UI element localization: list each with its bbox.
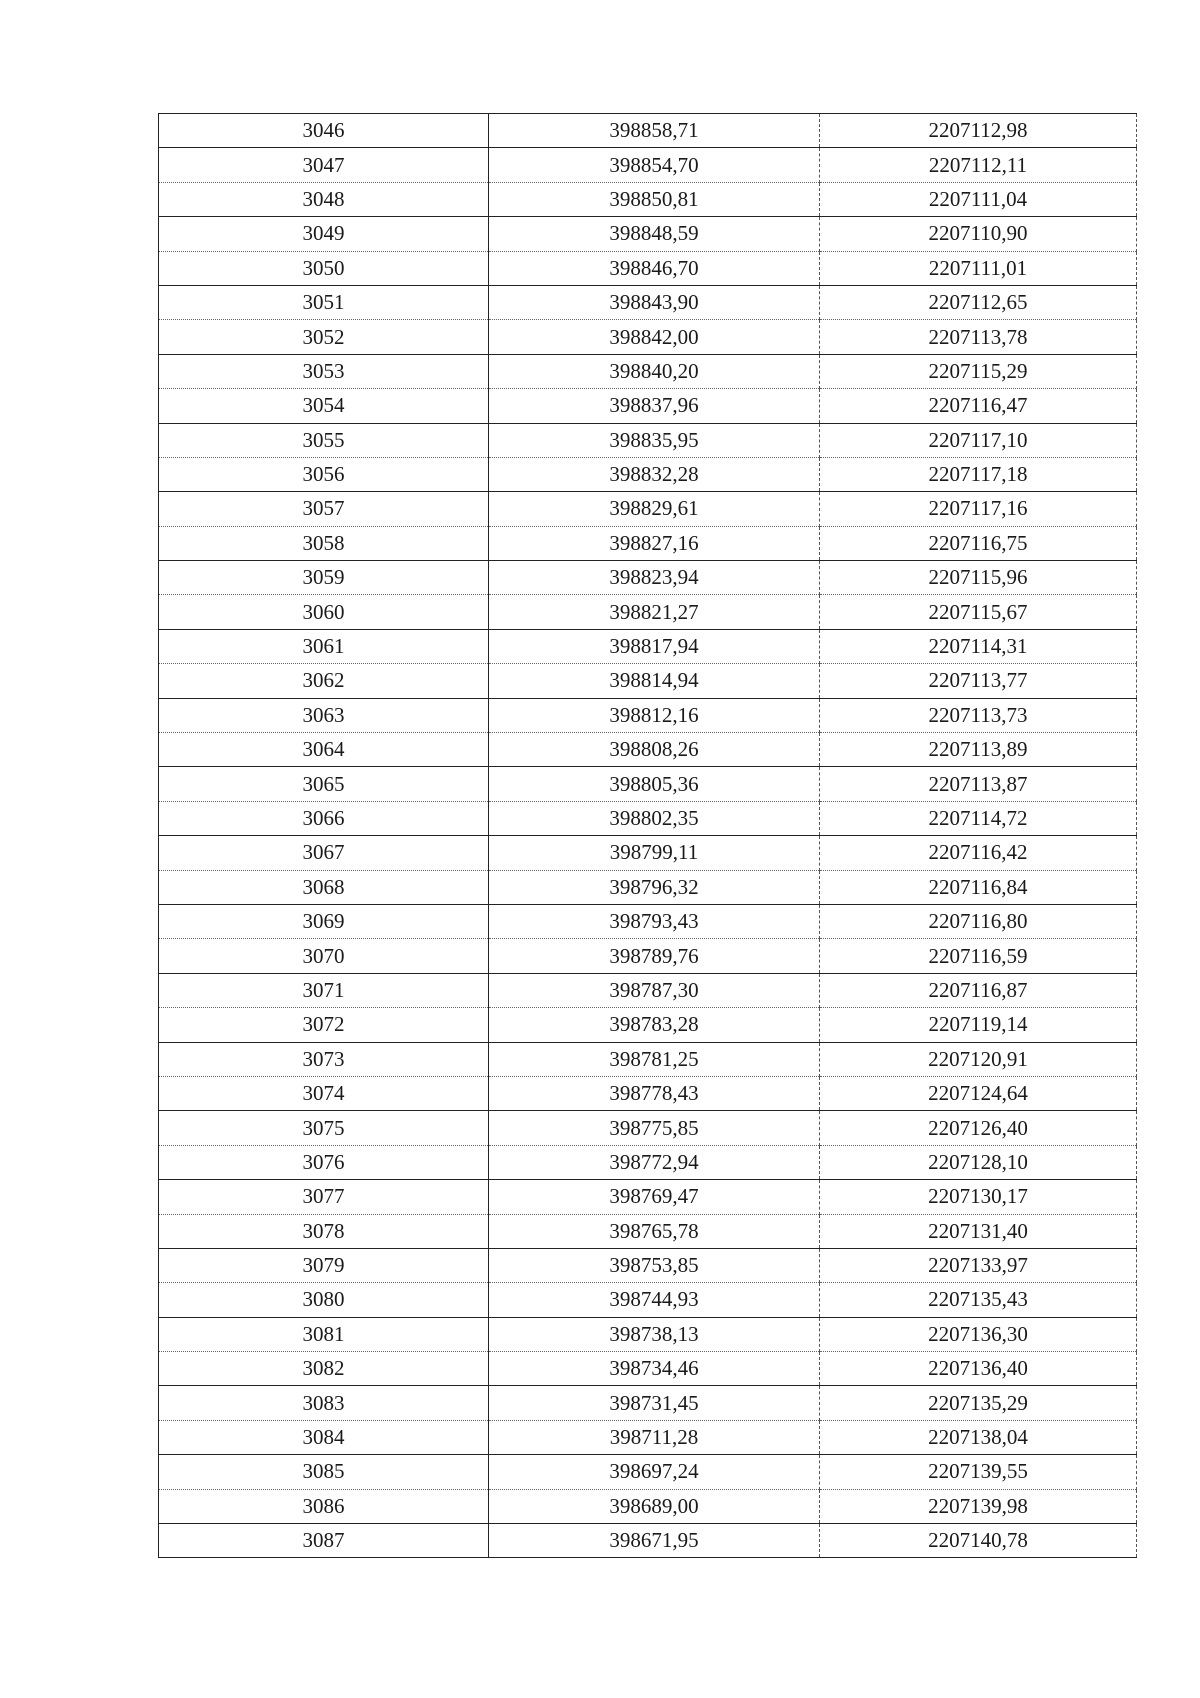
table-row: [159, 492, 1137, 526]
y-coordinate-cell: 2207136,40: [820, 1352, 1137, 1386]
table-row: [159, 1145, 1137, 1179]
table-row: [159, 1248, 1137, 1282]
point-number-cell: 3070: [159, 939, 489, 973]
x-coordinate-cell: 398821,27: [489, 595, 820, 629]
table-row: [159, 904, 1137, 938]
x-coordinate-cell: 398814,94: [489, 664, 820, 698]
x-coordinate-cell: 398783,28: [489, 1008, 820, 1042]
y-coordinate-cell: 2207116,87: [820, 973, 1137, 1007]
point-number-cell: 3085: [159, 1455, 489, 1489]
point-number-cell: 3049: [159, 217, 489, 251]
x-coordinate-cell: 398787,30: [489, 973, 820, 1007]
y-coordinate-cell: 2207135,29: [820, 1386, 1137, 1420]
table-row: [159, 182, 1137, 216]
table-row: [159, 1214, 1137, 1248]
x-coordinate-cell: 398731,45: [489, 1386, 820, 1420]
point-number-cell: 3086: [159, 1489, 489, 1523]
point-number-cell: 3076: [159, 1145, 489, 1179]
x-coordinate-cell: 398744,93: [489, 1283, 820, 1317]
point-number-cell: 3072: [159, 1008, 489, 1042]
point-number-cell: 3078: [159, 1214, 489, 1248]
y-coordinate-cell: 2207138,04: [820, 1420, 1137, 1454]
x-coordinate-cell: 398840,20: [489, 354, 820, 388]
y-coordinate-cell: 2207111,04: [820, 182, 1137, 216]
x-coordinate-cell: 398835,95: [489, 423, 820, 457]
x-coordinate-cell: 398829,61: [489, 492, 820, 526]
table-row: [159, 1076, 1137, 1110]
table-row: [159, 251, 1137, 285]
point-number-cell: 3087: [159, 1524, 489, 1558]
point-number-cell: 3053: [159, 354, 489, 388]
y-coordinate-cell: 2207112,98: [820, 114, 1137, 148]
y-coordinate-cell: 2207113,77: [820, 664, 1137, 698]
table-row: [159, 767, 1137, 801]
point-number-cell: 3067: [159, 836, 489, 870]
point-number-cell: 3062: [159, 664, 489, 698]
table-row: [159, 423, 1137, 457]
table-row: [159, 1111, 1137, 1145]
table-row: [159, 595, 1137, 629]
point-number-cell: 3080: [159, 1283, 489, 1317]
y-coordinate-cell: 2207114,31: [820, 629, 1137, 663]
y-coordinate-cell: 2207131,40: [820, 1214, 1137, 1248]
table-row: [159, 1386, 1137, 1420]
y-coordinate-cell: 2207117,18: [820, 457, 1137, 491]
y-coordinate-cell: 2207120,91: [820, 1042, 1137, 1076]
point-number-cell: 3073: [159, 1042, 489, 1076]
x-coordinate-cell: 398850,81: [489, 182, 820, 216]
y-coordinate-cell: 2207113,87: [820, 767, 1137, 801]
point-number-cell: 3082: [159, 1352, 489, 1386]
x-coordinate-cell: 398817,94: [489, 629, 820, 663]
point-number-cell: 3079: [159, 1248, 489, 1282]
x-coordinate-cell: 398789,76: [489, 939, 820, 973]
y-coordinate-cell: 2207128,10: [820, 1145, 1137, 1179]
y-coordinate-cell: 2207116,80: [820, 904, 1137, 938]
table-row: [159, 870, 1137, 904]
x-coordinate-cell: 398837,96: [489, 389, 820, 423]
point-number-cell: 3047: [159, 148, 489, 182]
table-row: [159, 1489, 1137, 1523]
x-coordinate-cell: 398812,16: [489, 698, 820, 732]
y-coordinate-cell: 2207115,67: [820, 595, 1137, 629]
y-coordinate-cell: 2207116,47: [820, 389, 1137, 423]
y-coordinate-cell: 2207139,98: [820, 1489, 1137, 1523]
table-row: [159, 1042, 1137, 1076]
y-coordinate-cell: 2207130,17: [820, 1180, 1137, 1214]
point-number-cell: 3075: [159, 1111, 489, 1145]
x-coordinate-cell: 398842,00: [489, 320, 820, 354]
x-coordinate-cell: 398711,28: [489, 1420, 820, 1454]
point-number-cell: 3048: [159, 182, 489, 216]
y-coordinate-cell: 2207112,65: [820, 285, 1137, 319]
x-coordinate-cell: 398805,36: [489, 767, 820, 801]
table-row: [159, 1352, 1137, 1386]
y-coordinate-cell: 2207135,43: [820, 1283, 1137, 1317]
point-number-cell: 3055: [159, 423, 489, 457]
point-number-cell: 3060: [159, 595, 489, 629]
y-coordinate-cell: 2207113,78: [820, 320, 1137, 354]
x-coordinate-cell: 398775,85: [489, 1111, 820, 1145]
point-number-cell: 3051: [159, 285, 489, 319]
table-row: [159, 664, 1137, 698]
y-coordinate-cell: 2207119,14: [820, 1008, 1137, 1042]
table-row: [159, 939, 1137, 973]
y-coordinate-cell: 2207140,78: [820, 1524, 1137, 1558]
table-row: [159, 389, 1137, 423]
y-coordinate-cell: 2207111,01: [820, 251, 1137, 285]
table-row: [159, 698, 1137, 732]
x-coordinate-cell: 398671,95: [489, 1524, 820, 1558]
point-number-cell: 3077: [159, 1180, 489, 1214]
point-number-cell: 3081: [159, 1317, 489, 1351]
x-coordinate-cell: 398846,70: [489, 251, 820, 285]
y-coordinate-cell: 2207126,40: [820, 1111, 1137, 1145]
point-number-cell: 3069: [159, 904, 489, 938]
point-number-cell: 3083: [159, 1386, 489, 1420]
y-coordinate-cell: 2207139,55: [820, 1455, 1137, 1489]
point-number-cell: 3071: [159, 973, 489, 1007]
x-coordinate-cell: 398793,43: [489, 904, 820, 938]
x-coordinate-cell: 398697,24: [489, 1455, 820, 1489]
y-coordinate-cell: 2207116,42: [820, 836, 1137, 870]
x-coordinate-cell: 398802,35: [489, 801, 820, 835]
x-coordinate-cell: 398738,13: [489, 1317, 820, 1351]
y-coordinate-cell: 2207115,29: [820, 354, 1137, 388]
table-row: [159, 801, 1137, 835]
point-number-cell: 3050: [159, 251, 489, 285]
x-coordinate-cell: 398796,32: [489, 870, 820, 904]
table-row: [159, 733, 1137, 767]
table-row: [159, 561, 1137, 595]
point-number-cell: 3084: [159, 1420, 489, 1454]
table-row: [159, 526, 1137, 560]
x-coordinate-cell: 398832,28: [489, 457, 820, 491]
table-row: [159, 1180, 1137, 1214]
point-number-cell: 3046: [159, 114, 489, 148]
x-coordinate-cell: 398778,43: [489, 1076, 820, 1110]
y-coordinate-cell: 2207124,64: [820, 1076, 1137, 1110]
point-number-cell: 3054: [159, 389, 489, 423]
point-number-cell: 3065: [159, 767, 489, 801]
y-coordinate-cell: 2207117,10: [820, 423, 1137, 457]
y-coordinate-cell: 2207115,96: [820, 561, 1137, 595]
point-number-cell: 3066: [159, 801, 489, 835]
x-coordinate-cell: 398823,94: [489, 561, 820, 595]
point-number-cell: 3074: [159, 1076, 489, 1110]
y-coordinate-cell: 2207113,73: [820, 698, 1137, 732]
point-number-cell: 3052: [159, 320, 489, 354]
point-number-cell: 3061: [159, 629, 489, 663]
table-row: [159, 1455, 1137, 1489]
table-row: [159, 148, 1137, 182]
x-coordinate-cell: 398799,11: [489, 836, 820, 870]
y-coordinate-cell: 2207114,72: [820, 801, 1137, 835]
table-row: [159, 1317, 1137, 1351]
y-coordinate-cell: 2207110,90: [820, 217, 1137, 251]
x-coordinate-cell: 398808,26: [489, 733, 820, 767]
x-coordinate-cell: 398848,59: [489, 217, 820, 251]
x-coordinate-cell: 398772,94: [489, 1145, 820, 1179]
table-row: [159, 354, 1137, 388]
x-coordinate-cell: 398753,85: [489, 1248, 820, 1282]
point-number-cell: 3068: [159, 870, 489, 904]
table-row: [159, 1420, 1137, 1454]
table-row: [159, 285, 1137, 319]
y-coordinate-cell: 2207117,16: [820, 492, 1137, 526]
table-row: [159, 217, 1137, 251]
table-row: [159, 973, 1137, 1007]
y-coordinate-cell: 2207116,84: [820, 870, 1137, 904]
point-number-cell: 3064: [159, 733, 489, 767]
table-row: [159, 1283, 1137, 1317]
y-coordinate-cell: 2207116,75: [820, 526, 1137, 560]
x-coordinate-cell: 398858,71: [489, 114, 820, 148]
table-row: [159, 836, 1137, 870]
coordinates-table-body: [159, 114, 1137, 1558]
table-row: [159, 457, 1137, 491]
x-coordinate-cell: 398734,46: [489, 1352, 820, 1386]
y-coordinate-cell: 2207136,30: [820, 1317, 1137, 1351]
table-row: [159, 629, 1137, 663]
table-row: [159, 320, 1137, 354]
x-coordinate-cell: 398843,90: [489, 285, 820, 319]
coordinates-table: [158, 113, 1137, 1558]
point-number-cell: 3058: [159, 526, 489, 560]
x-coordinate-cell: 398765,78: [489, 1214, 820, 1248]
point-number-cell: 3059: [159, 561, 489, 595]
table-row: [159, 1524, 1137, 1558]
point-number-cell: 3063: [159, 698, 489, 732]
y-coordinate-cell: 2207112,11: [820, 148, 1137, 182]
point-number-cell: 3057: [159, 492, 489, 526]
x-coordinate-cell: 398769,47: [489, 1180, 820, 1214]
y-coordinate-cell: 2207113,89: [820, 733, 1137, 767]
table-row: [159, 1008, 1137, 1042]
x-coordinate-cell: 398854,70: [489, 148, 820, 182]
y-coordinate-cell: 2207133,97: [820, 1248, 1137, 1282]
x-coordinate-cell: 398827,16: [489, 526, 820, 560]
x-coordinate-cell: 398781,25: [489, 1042, 820, 1076]
y-coordinate-cell: 2207116,59: [820, 939, 1137, 973]
x-coordinate-cell: 398689,00: [489, 1489, 820, 1523]
point-number-cell: 3056: [159, 457, 489, 491]
table-row: [159, 114, 1137, 148]
